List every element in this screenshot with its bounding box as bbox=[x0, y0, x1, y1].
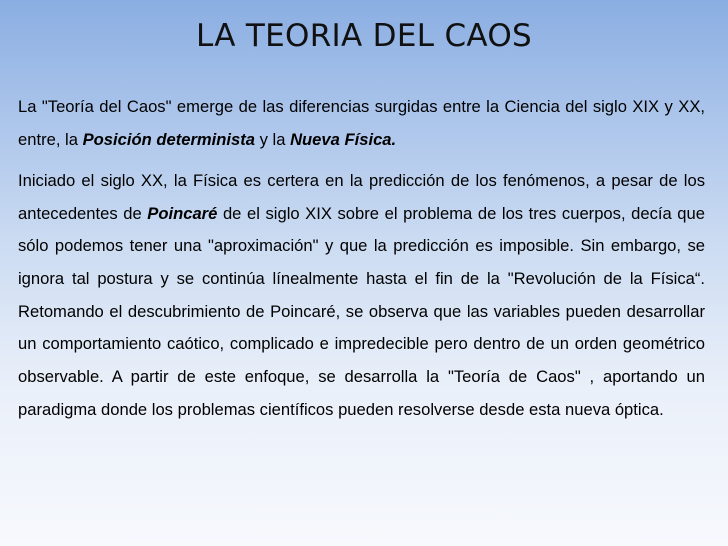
paragraph-body-text-2: de el siglo XIX sobre el problema de los tres cuerpos, decía que sólo podemos tener una "aproximación" y que la predicción es imposible. Sin embargo, se ignora tal postura y se continúa línealmente hasta el fin de la "Revolución de la Física“. Retomando el descubrimiento de Poincaré, se observa que las variables pueden desarrollar un comportamiento caótico, complicado e impredecible pero dentro de un orden geométrico observable. A partir de este enfoque, se desarrolla la "Teoría de Caos" , aportando un paradigma donde los problemas científicos pueden resolverse desde esta nueva óptica. bbox=[18, 203, 705, 419]
slide-title: LA TEORIA DEL CAOS bbox=[195, 18, 533, 54]
emphasis-poincare: Poincaré bbox=[147, 203, 218, 223]
paragraph-body-text-1: Iniciado el siglo XX, la Física es certera en la predicción de los fenómenos, a pesar de los antecedentes de bbox=[18, 171, 705, 223]
paragraph-body bbox=[18, 165, 705, 427]
paragraph-intro-text-1: La "Teoría del Caos" emerge de las diferencias surgidas entre la Ciencia del siglo XIX y XX, entre, la bbox=[18, 97, 705, 149]
paragraph-intro-text-2: y la bbox=[255, 129, 291, 149]
emphasis-posicion-determinista: Posición determinista bbox=[82, 129, 256, 149]
emphasis-nueva-fisica: Nueva Física. bbox=[290, 129, 397, 149]
paragraph-intro bbox=[18, 91, 705, 156]
